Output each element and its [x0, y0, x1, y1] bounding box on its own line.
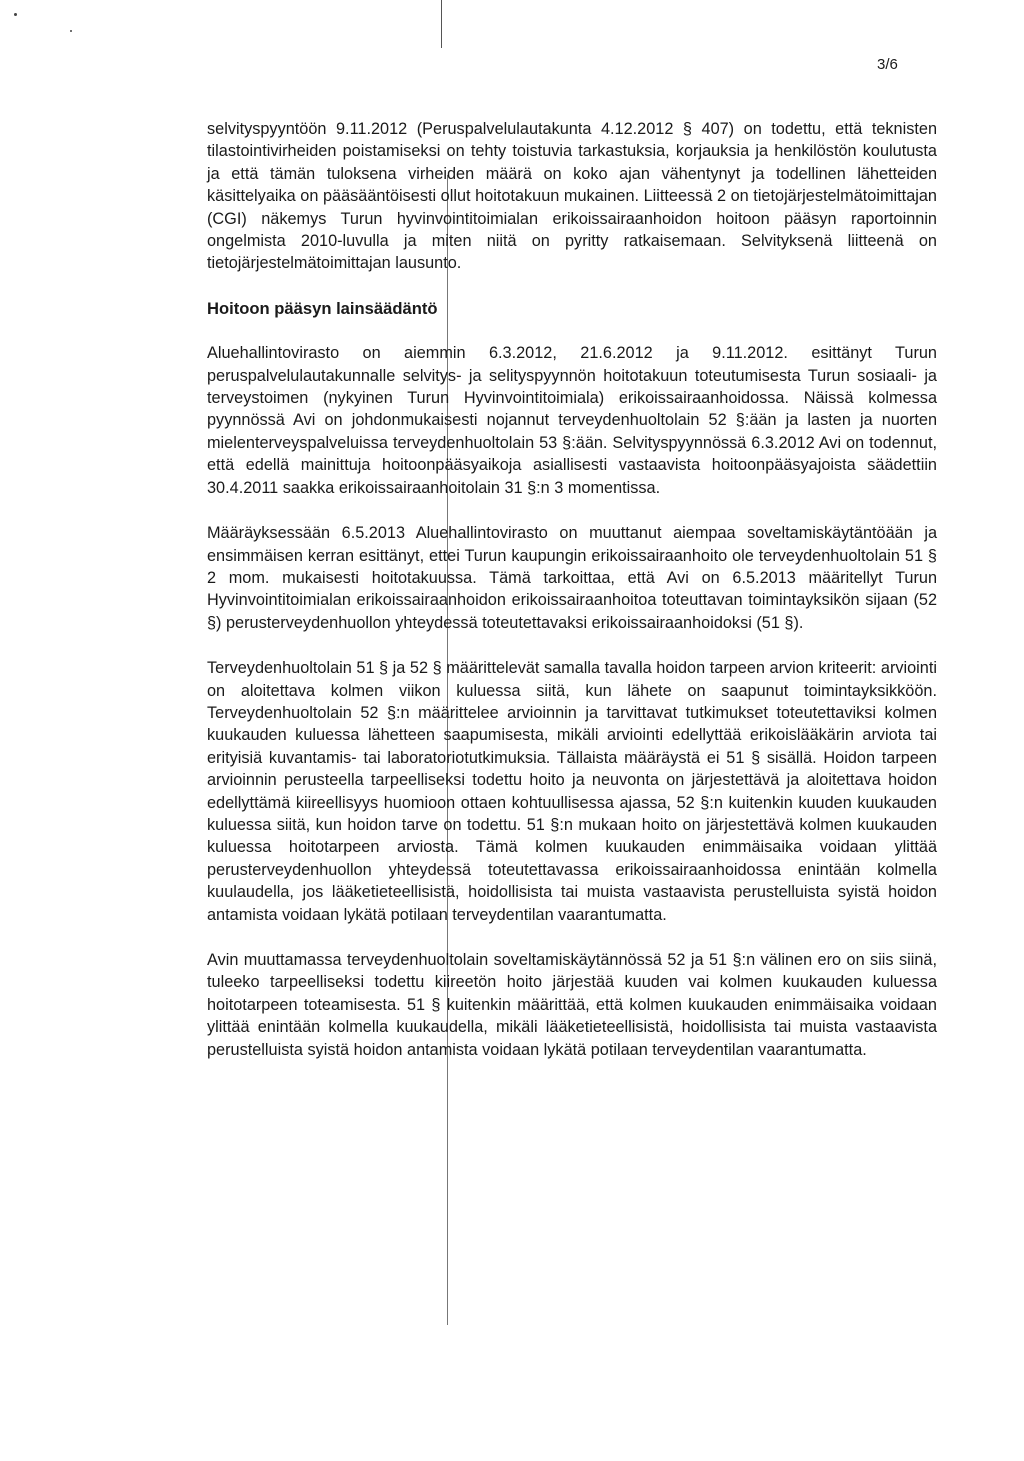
paragraph-soveltamiskaytanto: Avin muuttamassa terveydenhuoltolain soveltamiskäytännössä 52 ja 51 §:n välinen ero on siis siinä, tuleeko tarpeelliseksi todettu kiireetön hoito järjestää kuuden vai kolmen kuukauden kuluessa hoitotarpeen toteamisesta. 51 § kuitenkin määrittää, että kolmen kuukauden enimmäisaika voidaan ylittää enintään kolmella kuukaudella, mikäli lääketieteellisistä, hoidollisista tai muista vastaavista perustelluista syistä hoidon antamista voidaan lykätä potilaan terveydentilan vaarantumatta.: [207, 951, 937, 1059]
section-heading: Hoitoon pääsyn lainsäädäntö: [207, 298, 438, 318]
paragraph-aluehallintovirasto: Aluehallintovirasto on aiemmin 6.3.2012, 21.6.2012 ja 9.11.2012. esittänyt Turun peruspalvelulautakunnalle selvitys- ja selityspyynnön hoitotakuun toteutumisesta Turun sosiaali- ja terveystoimen (nykyinen Turun Hyvinvointitoimiala) erikoissairaanhoidossa. Näissä kolmessa pyynnössä Avi on johdonmukaisesti nojannut terveydenhuoltolain 52 §:ään ja lasten ja nuorten mielenterveyspalveluissa terveydenhuoltolain 53 §:ään. Selvityspyynnössä 6.3.2012 Avi on todennut, että edellä mainittuja hoitoonpääsyaikoja asiallisesti vastaavista hoitoonpääsyajoista säädettiin 30.4.2011 saakka erikoissairaanhoitolain 31 §:n 3 momentissa.: [207, 344, 937, 497]
paragraph-selvityspyynto: selvityspyyntöön 9.11.2012 (Peruspalvelulautakunta 4.12.2012 § 407) on todettu, että teknisten tilastointivirheiden poistamiseksi on tehty toistuvia tarkastuksia, korjauksia ja henkilöstön koulutusta ja että tämän tuloksena virheiden määrä on koko ajan vähentynyt ja todellinen lähetteiden käsittelyaika on pääsääntöisesti ollut hoitotakuun mukainen. Liitteessä 2 on tietojärjestelmätoimittajan (CGI) näkemys Turun hyvinvointitoimialan erikoissairaanhoidon hoitoon pääsyn raportoinnin ongelmista 2010-luvulla ja miten niitä on pyritty ratkaisemaan. Selvityksenä liitteenä on tietojärjestelmätoimittajan lausunto.: [207, 120, 937, 273]
scan-fold-line-top: [441, 0, 442, 48]
paragraph-terveydenhuoltolaki: Terveydenhuoltolain 51 § ja 52 § määrittelevät samalla tavalla hoidon tarpeen arvion kriteerit: arviointi on aloitettava kolmen viikon kuluessa siitä, kun lähete on saapunut toimintayksikköön. Terveydenhuoltolain 52 §:n määrittelee arvioinnin ja tarvittavat tutkimukset toteutettaviksi kolmen kuukauden kuluessa lähetteen saapumisesta, mikäli arviointi edellyttää erikoislääkärin arviota tai erityisiä kuvantamis- tai laboratoriotutkimuksia. Tällaista määräystä ei 51 § sisällä. Hoidon tarpeen arvioinnin perusteella tarpeelliseksi todettu hoito ja neuvonta on järjestettävä ja aloitettava hoidon edellyttämä kiireellisyys huomioon ottaen kohtuullisessa ajassa, 52 §:n kuitenkin kuuden kuukauden kuluessa siitä, kun hoidon tarve on todettu. 51 §:n mukaan hoito on järjestettävä kolmen kuukauden kuluessa hoitotarpeen arviosta. Tämä kolmen kuukauden enimmäisaika voidaan ylittää perusterveydenhuollon yhteydessä toteutettavassa erikoissairaanhoidossa enintään kolmella kuulaudella, jos lääketieteellisistä, hoidollisista tai muista vastaavista perustelluista syistä hoidon antamista voidaan lykätä potilaan terveydentilan vaarantumatta.: [207, 659, 937, 924]
scan-speck: [14, 13, 17, 16]
page-number: 3/6: [877, 56, 898, 73]
document-body: [207, 118, 937, 1061]
scan-speck: [70, 30, 72, 32]
paragraph-maarays: Määräyksessään 6.5.2013 Aluehallintovirasto on muuttanut aiempaa soveltamiskäytäntöään ja ensimmäisen kerran esittänyt, ettei Turun kaupungin erikoissairaanhoito ole terveydenhuoltolain 51 § 2 mom. mukaisesti hoitotakuussa. Tämä tarkoittaa, että Avi on 6.5.2013 määritellyt Turun Hyvinvointitoimialan erikoissairaanhoidon erikoissairaanhoitoa toteuttavan toimintayksikön sijaan (52 §) perusterveydenhuollon yhteydessä toteutettavaksi erikoissairaanhoidoksi (51 §).: [207, 524, 937, 632]
